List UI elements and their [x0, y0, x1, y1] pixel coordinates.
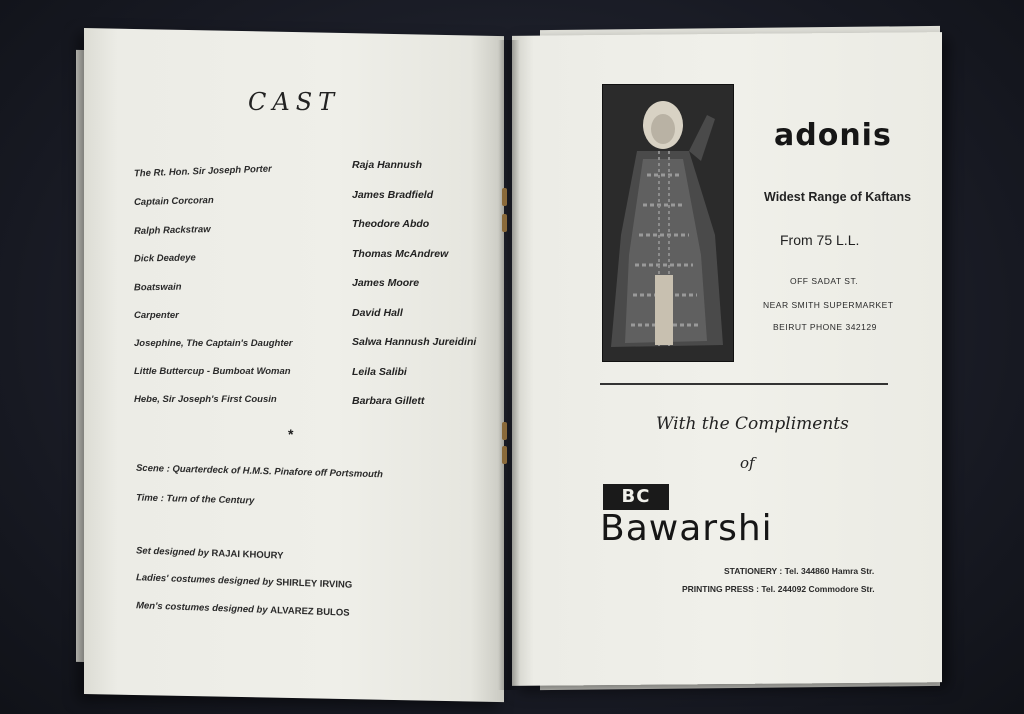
address-line: BEIRUT PHONE 342129 — [773, 322, 877, 332]
credit-name: SHIRLEY IRVING — [275, 577, 353, 591]
kaftan-model-photo — [602, 84, 734, 362]
compliments-of: of — [740, 454, 755, 472]
cast-role: Carpenter — [134, 310, 179, 321]
cast-title: CAST — [248, 88, 341, 116]
cast-actor: Theodore Abdo — [352, 218, 430, 230]
cast-actor: Barbara Gillett — [352, 395, 425, 407]
cast-role: Ralph Rackstraw — [133, 223, 211, 238]
staple-top — [502, 188, 507, 206]
staple-bottom-2 — [502, 446, 507, 464]
bawarshi-logo: BC — [603, 484, 669, 510]
cast-actor: Raja Hannush — [352, 159, 423, 171]
cast-actor: James Bradfield — [352, 189, 434, 201]
cast-role: The Rt. Hon. Sir Joseph Porter — [133, 163, 272, 180]
adonis-brand: adonis — [774, 118, 892, 153]
cast-role: Hebe, Sir Joseph's First Cousin — [134, 394, 277, 405]
book-spine — [498, 40, 520, 690]
cast-actor: Thomas McAndrew — [352, 248, 449, 260]
staple-top-2 — [502, 214, 507, 232]
cast-actor: Salwa Hannush Jureidini — [352, 336, 477, 348]
credit-label: Set designed by — [135, 545, 210, 559]
cast-actor: David Hall — [352, 307, 403, 319]
credit-name: ALVAREZ BULOS — [270, 604, 350, 619]
kaftan-tagline: Widest Range of Kaftans — [764, 190, 912, 204]
staple-bottom — [502, 422, 507, 440]
address-line: OFF SADAT ST. — [790, 276, 859, 286]
ad-divider — [600, 383, 888, 385]
cast-role: Little Buttercup - Bumboat Woman — [134, 366, 291, 377]
cast-role: Boatswain — [133, 281, 182, 294]
time-line: Time : Turn of the Century — [135, 492, 255, 507]
price-line: From 75 L.L. — [780, 232, 860, 248]
model-figure-illustration — [603, 85, 733, 361]
cast-role: Josephine, The Captain's Daughter — [134, 338, 293, 349]
cast-actor: James Moore — [352, 277, 420, 289]
cast-actor: Leila Salibi — [352, 366, 407, 378]
credit-label: Men's costumes designed by — [135, 600, 268, 616]
scene-line: Scene : Quarterdeck of H.M.S. Pinafore off Portsmouth — [135, 462, 383, 481]
cast-role: Captain Corcoran — [133, 194, 214, 209]
bawarshi-brand: Bawarshi — [600, 508, 773, 549]
address-line: NEAR SMITH SUPERMARKET — [763, 300, 894, 310]
separator-asterisk: * — [288, 426, 294, 442]
credit-name: RAJAI KHOURY — [211, 548, 284, 562]
stationery-contact: STATIONERY : Tel. 344860 Hamra Str. — [724, 566, 875, 576]
credit-label: Ladies' costumes designed by — [135, 572, 274, 589]
cast-role: Dick Deadeye — [133, 252, 196, 265]
compliments-line: With the Compliments — [656, 414, 849, 434]
printing-press-contact: PRINTING PRESS : Tel. 244092 Commodore Str. — [682, 584, 875, 594]
